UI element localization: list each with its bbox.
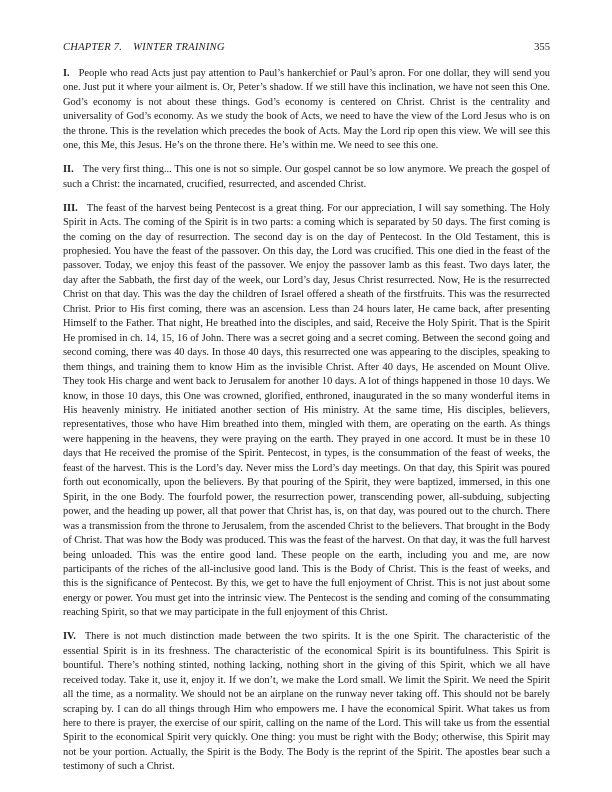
chapter-title: WINTER TRAINING bbox=[133, 42, 225, 53]
paragraph-3-label: III. bbox=[63, 202, 78, 214]
paragraph-1 bbox=[63, 67, 550, 154]
page-number: 355 bbox=[534, 42, 550, 53]
chapter-heading bbox=[63, 42, 225, 53]
page-body bbox=[63, 67, 550, 775]
paragraph-1-label: I. bbox=[63, 68, 70, 79]
paragraph-2-label: II. bbox=[63, 164, 74, 176]
paragraph-3-text: The feast of the harvest being Pentecost is a great thing. For our appreciation, I will say something. The Holy Spirit in Acts. The coming of the Spirit is in two parts: a coming which is separated by 50 days. The first coming is the coming on the day of resurrection. The second day is on the day of Pentecost. In the Old Testament, this is prophesied. You have the feast of the passover. On this day, the Lord was crucified. This one died in the feast of the passover. Today, we enjoy this feast of the passover. We enjoy the passover lamb as this feast. Two days later, the day after the Sabbath, the first day of the week, our Lord’s day, Jesus Christ resurrected. Now, He is the resurrected Christ on that day. This was the day the children of Israel offered a sheath of the firstfruits. This was the resurrected Christ. Prior to His first coming, there was an ascension. Less than 24 hours later, He came back, after presenting Himself to the Father. That night, He breathed into the disciples, and said, Receive the Holy Spirit. That is the Spirit He promised in ch. 14, 15, 16 of John. There was a secret going and a secret coming. Between the second going and second coming, there was 40 days. In those 40 days, this resurrected one was appearing to the disciples, speaking to them things, and training them to know Him as the invisible Christ. After 40 days, He ascended on Mount Olive. They took His charge and went back to Jerusalem for another 10 days. A lot of things happened in those 10 days. We know, in those 10 days, this One was crowned, glorified, enthroned, inaugurated in the so many wonderful items in His heavenly ministry. He initiated another section of His ministry. At the same time, His disciples, believers, representatives, those who have Him breathed into them, mingled with them, are operating on the earth. As things were happening in the heavens, they were praying on the earth. They prayed in one accord. It must be in these 10 days that He received the promise of the Spirit. Pentecost, in types, is the consummation of the feast of weeks, the feast of the harvest. This is the Lord’s day. Never miss the Lord’s day meetings. On that day, this Spirit was poured forth out economically, upon the believers. By that pouring of the Spirit, they were baptized, immersed, in this one Spirit, in the one Body. The fourfold power, the resurrection power, transcending power, all-subduing, subjecting power, and the heading up power, all that power that Christ has, is, on that day, was poured out to the church. There was a transmission from the throne to Jerusalem, from the ascended Christ to the believers. That brought in the Body of Christ. That was how the Body was produced. This was the feast of the harvest. On that day, it was the full harvest being unloaded. This was the entire good land. These people on the earth, including you and me, are now participants of the riches of the all-inclusive good land. This is the Body of Christ. This is the feast of weeks, and this is the significance of Pentecost. By this, we get to have the full enjoyment of Christ. This is not just about some energy or power. You must get into the intrinsic view. The Pentecost is the sending and coming of the consummating reaching Spirit, so that we may participate in the full enjoyment of this Christ. bbox=[63, 202, 550, 619]
paragraph-1-text: People who read Acts just pay attention to Paul’s hankerchief or Paul’s apron. For one dollar, they will send you one. Just put it where your ailment is. Or, Peter’s shadow. If we still have this inclination, we have not seen this One. God’s economy is not about these things. God’s economy is centered on Christ. Christ is the centrality and universality of God’s economy. As we study the book of Acts, we need to have the view of the Lord Jesus who is on the throne. This is the revelation which precedes the book of Acts. May the Lord rip open this view. We will see this one, this Me, this Jesus. He’s on the throne there. He’s within me. We need to see this one. bbox=[63, 68, 550, 152]
paragraph-4 bbox=[63, 630, 550, 775]
paragraph-4-label: IV. bbox=[63, 631, 76, 643]
paragraph-4-text: There is not much distinction made between the two spirits. It is the one Spirit. The characteristic of the essential Spirit is in its freshness. The characteristic of the economical Spirit is its bountifulness. This Spirit is bountiful. There’s nothing stinted, nothing lacking, nothing short in the giving of this Spirit, which we all have received today. Take it, use it, enjoy it. If we don’t, we make the Lord small. We limit the Spirit. We need the Spirit all the time, as a normality. We should not be an airplane on the runway never taking off. This should not be barely scraping by. I can do all things through Him who empowers me. I have the economical Spirit. What takes us from here to there is prayer, the exercise of our spirit, calling on the name of the Lord. This will take us from the essential Spirit to the economical Spirit very quickly. One thing: you must be right with the Body; otherwise, this Spirit may not be your portion. Actually, the Spirit is the Body. The Body is the reprint of the Spirit. The apostles bear such a testimony of such a Christ. bbox=[63, 631, 550, 773]
paragraph-2 bbox=[63, 163, 550, 192]
paragraph-2-text: The very first thing... This one is not so simple. Our gospel cannot be so low anymore. We preach the gospel of such a Christ: the incarnated, crucified, resurrected, and ascended Christ. bbox=[63, 164, 550, 190]
running-header bbox=[63, 42, 550, 53]
chapter-label: CHAPTER 7. bbox=[63, 42, 123, 53]
paragraph-3 bbox=[63, 202, 550, 621]
